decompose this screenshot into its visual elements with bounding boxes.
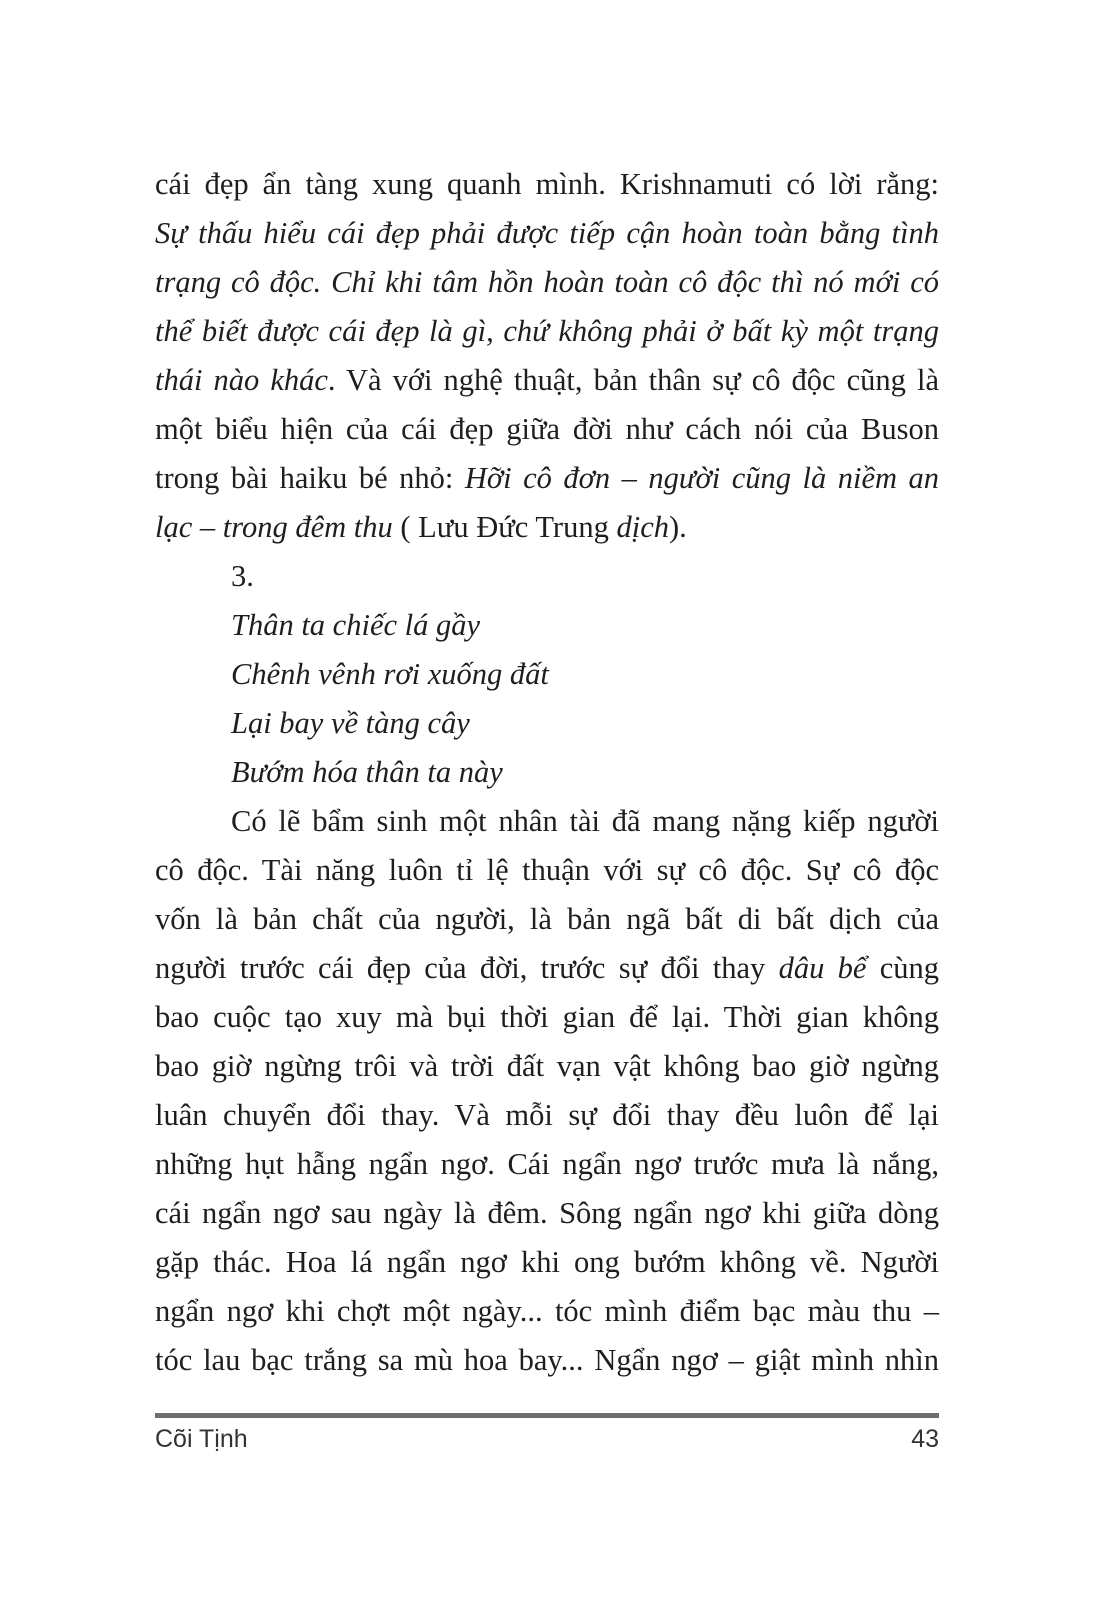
poem-line: Thân ta chiếc lá gầy (231, 608, 481, 642)
paragraph-line (155, 895, 939, 944)
body-line (155, 160, 939, 209)
paragraph-line (155, 1140, 939, 1189)
text-run: tóc lau bạc trắng sa mù hoa bay... Ngẩn ngơ – giật mình nhìn (155, 1343, 939, 1377)
paragraph-line (155, 1336, 939, 1385)
body-line (155, 258, 939, 307)
text-run: cái đẹp ẩn tàng xung quanh mình. Krishnamuti có lời rằng: (155, 167, 939, 201)
paragraph-line (155, 1091, 939, 1140)
book-title: Cõi Tịnh (155, 1425, 248, 1453)
body-line (155, 307, 939, 356)
paragraph-line (155, 993, 939, 1042)
paragraph-line (155, 797, 939, 846)
paragraph-line (155, 1287, 939, 1336)
paragraph-line (155, 1042, 939, 1091)
italic-run: dâu bể (778, 951, 867, 985)
text-run: vốn là bản chất của người, là bản ngã bất di bất dịch của (155, 902, 939, 936)
page-number: 43 (911, 1425, 939, 1453)
body-line (155, 454, 939, 503)
page-footer (155, 1425, 939, 1454)
text-run: người trước cái đẹp của đời, trước sự đổi thay (155, 951, 779, 985)
text-run: gặp thác. Hoa lá ngẩn ngơ khi ong bướm không về. Người (155, 1245, 939, 1279)
text-run: Có lẽ bẩm sinh một nhân tài đã mang nặng kiếp người (231, 804, 939, 838)
italic-run: dịch (616, 510, 669, 544)
text-run: ). (668, 510, 687, 544)
body-line (155, 405, 939, 454)
body-line (155, 209, 939, 258)
text-run: bao giờ ngừng trôi và trời đất vạn vật không bao giờ ngừng (155, 1049, 939, 1083)
footer-divider (155, 1413, 939, 1418)
italic-run: lạc – trong đêm thu (155, 510, 393, 544)
body-line (155, 356, 939, 405)
body-line (155, 503, 939, 552)
poem-line: Bướm hóa thân ta này (231, 755, 503, 789)
text-run: cùng (866, 951, 939, 985)
text-run: một biểu hiện của cái đẹp giữa đời như cách nói của Buson (155, 412, 939, 446)
poem-line: Lại bay về tàng cây (231, 706, 470, 740)
paragraph-line (155, 846, 939, 895)
italic-run: Hỡi cô đơn – người cũng là niềm an (464, 461, 939, 495)
page-body (155, 160, 939, 1385)
text-run: cô độc. Tài năng luôn tỉ lệ thuận với sự cô độc. Sự cô độc (155, 853, 939, 887)
text-run: cái ngẩn ngơ sau ngày là đêm. Sông ngẩn ngơ khi giữa dòng (155, 1196, 939, 1230)
text-run: ngẩn ngơ khi chợt một ngày... tóc mình điểm bạc màu thu – (155, 1294, 939, 1328)
text-run: . Và với nghệ thuật, bản thân sự cô độc cũng là (327, 363, 939, 397)
section-number: 3. (231, 559, 254, 593)
text-run: ( Lưu Đức Trung (392, 510, 617, 544)
italic-run: Sự thấu hiểu cái đẹp phải được tiếp cận hoàn toàn bằng tình (155, 216, 939, 250)
poem-line: Chênh vênh rơi xuống đất (231, 657, 549, 691)
italic-run: trạng cô độc. Chỉ khi tâm hồn hoàn toàn cô độc thì nó mới có (155, 265, 939, 299)
text-run: bao cuộc tạo xuy mà bụi thời gian để lại. Thời gian không (155, 1000, 939, 1034)
paragraph-line (155, 944, 939, 993)
text-run: trong bài haiku bé nhỏ: (155, 461, 465, 495)
paragraph-line (155, 1238, 939, 1287)
text-run: những hụt hẫng ngẩn ngơ. Cái ngẩn ngơ trước mưa là nắng, (155, 1147, 939, 1181)
paragraph-line (155, 1189, 939, 1238)
text-run: luân chuyển đổi thay. Và mỗi sự đổi thay đều luôn để lại (155, 1098, 939, 1132)
italic-run: thái nào khác (155, 363, 328, 397)
italic-run: thể biết được cái đẹp là gì, chứ không phải ở bất kỳ một trạng (155, 314, 939, 348)
